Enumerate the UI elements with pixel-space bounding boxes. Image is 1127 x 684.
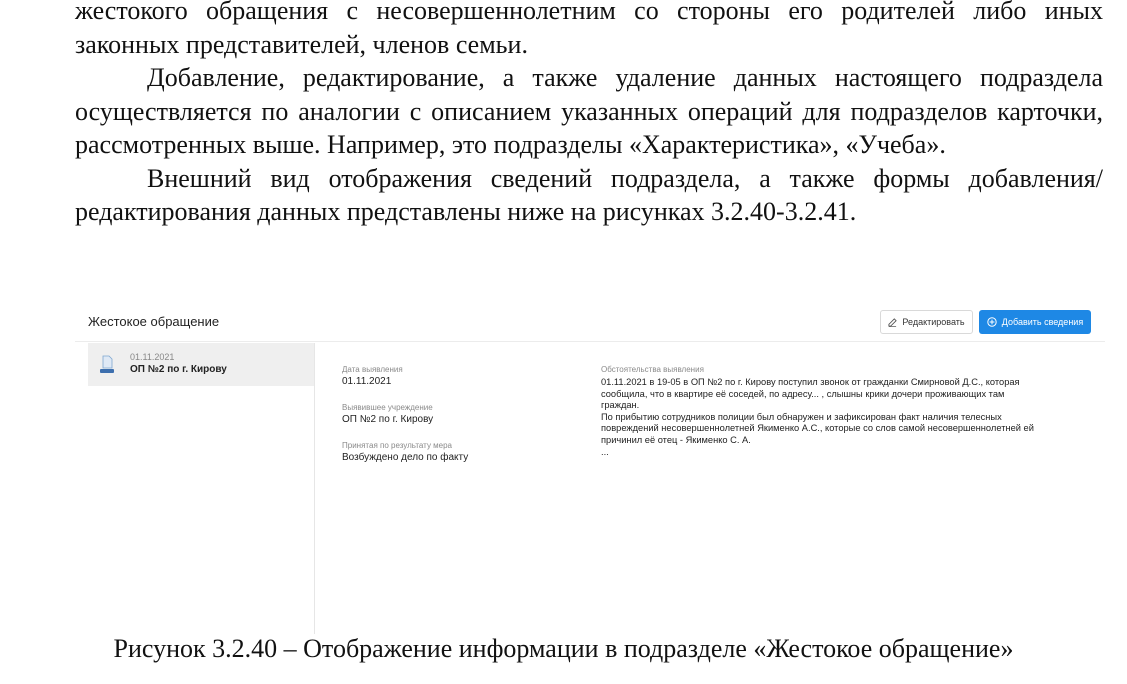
list-item[interactable] (88, 343, 314, 386)
edit-button[interactable] (880, 310, 973, 334)
list-item-date: 01.11.2021 (130, 352, 175, 362)
add-info-button[interactable] (979, 310, 1091, 334)
section-title: Жестокое обращение (88, 314, 220, 329)
ui-screenshot (75, 296, 1105, 634)
detection-date-label: Дата выявления (342, 365, 403, 374)
circumstances-line: ... (601, 446, 609, 457)
add-info-button-label: Добавить сведения (1001, 317, 1084, 327)
list-item-org: ОП №2 по г. Кирову (130, 364, 227, 375)
circumstances-line: По прибытию сотрудников полиции был обнаружен и зафиксирован факт наличия телесных (601, 411, 1002, 422)
pencil-icon (888, 318, 897, 327)
institution-value: ОП №2 по г. Кирову (342, 414, 434, 425)
circumstances-line: причинил её отец - Якименко С. А. (601, 434, 751, 445)
measure-value: Возбуждено дело по факту (342, 452, 469, 463)
circumstances-line: 01.11.2021 в 19-05 в ОП №2 по г. Кирову поступил звонок от гражданки Смирновой Д.С., которая (601, 377, 1020, 387)
detection-date-value: 01.11.2021 (342, 376, 392, 387)
section-header (75, 296, 1105, 342)
circumstances-line: сообщила, что в квартире её соседей, по адресу... , слышны крики дочери проживающих там (601, 388, 1005, 399)
figure-caption: Рисунок 3.2.40 – Отображение информации в подразделе «Жестокое обращение» (113, 634, 1014, 663)
document-icon (99, 355, 115, 375)
records-list (88, 343, 315, 634)
doc-line-2: законных представителей, членов семьи. (75, 29, 528, 59)
measure-label: Принятая по результату мера (342, 441, 453, 450)
circumstances-label: Обстоятельства выявления (601, 365, 704, 374)
edit-button-label: Редактировать (902, 317, 965, 327)
circumstances-text (601, 377, 1091, 458)
doc-paragraph-2: Добавление, редактирование, а также удаление данных настоящего подраздела осуществляется по аналогии с описанием указанных операций для подразделов карточки, рассмотренных выше. Например, это подразделы «Характеристика», «Учеба». (75, 63, 1103, 159)
doc-paragraph-3: Внешний вид отображения сведений подраздела, а также формы добавления/редактирования данных представлены ниже на рисунках 3.2.40-3.2.41. (75, 163, 1103, 226)
doc-line-1: жестокого обращения с несовершеннолетним со стороны его родителей либо иных (75, 0, 1103, 25)
circumstances-line: граждан. (601, 400, 640, 411)
circumstances-line: повреждений несовершеннолетней Якименко А.С., которые со слов самой несовершеннолетней ей (601, 423, 1034, 434)
institution-label: Выявившее учреждение (342, 403, 433, 412)
plus-circle-icon (987, 317, 997, 327)
document-text (75, 0, 1103, 229)
